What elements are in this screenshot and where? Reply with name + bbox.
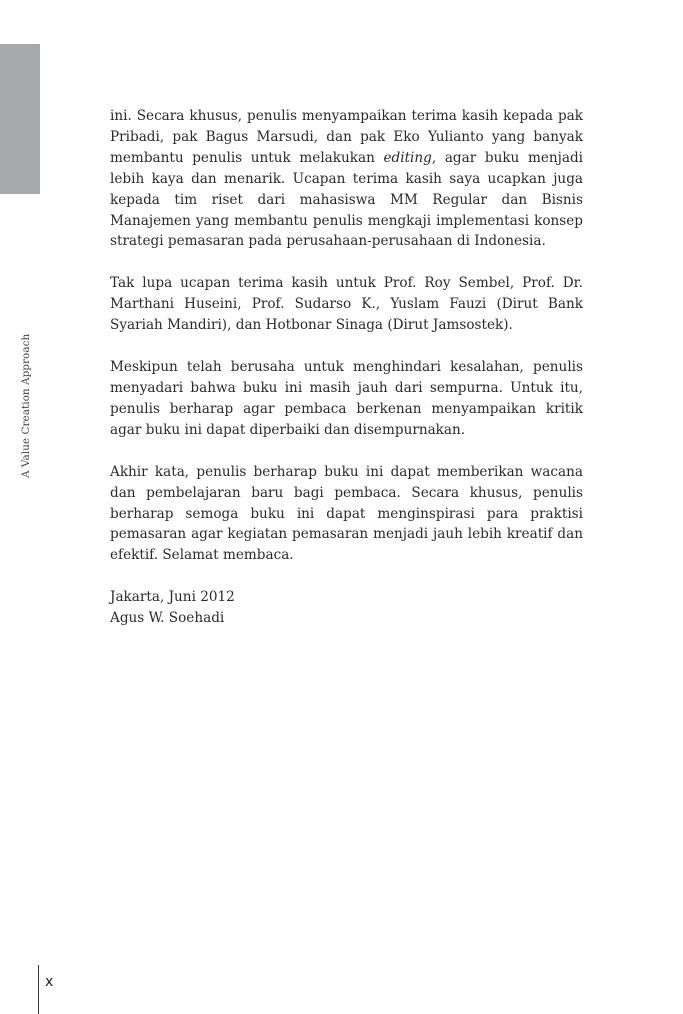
paragraph-3: Meskipun telah berusaha untuk menghindari kesalahan, penulis menyadari bahwa buku ini masih jauh dari sempurna. Untuk itu, penulis berharap agar pembaca berkenan menyampaikan kritik agar buku ini dapat diperbaiki dan disempurnakan. xyxy=(110,359,583,438)
signoff xyxy=(110,587,583,628)
page-body xyxy=(110,106,583,628)
paragraph-1 xyxy=(110,106,583,252)
signoff-place-date: Jakarta, Juni 2012 xyxy=(110,589,235,606)
paragraph-2: Tak lupa ucapan terima kasih untuk Prof. Roy Sembel, Prof. Dr. Marthani Huseini, Prof. Sudarso K., Yuslam Fauzi (Dirut Bank Syariah Mandiri), dan Hotbonar Sinaga (Dirut Jamsostek). xyxy=(110,275,583,334)
paragraph-4: Akhir kata, penulis berharap buku ini dapat memberikan wacana dan pembelajaran baru bagi pembaca. Secara khusus, penulis berharap semoga buku ini dapat menginspirasi para praktisi pemasaran agar kegiatan pemasaran menjadi jauh lebih kreatif dan efektif. Selamat membaca. xyxy=(110,463,583,564)
paragraph-1-emphasis: editing xyxy=(383,149,432,166)
paragraph-1-text-b: , agar buku menjadi lebih kaya dan menarik. Ucapan terima kasih saya ucapkan juga kepada tim riset dari mahasiswa MM Regular dan Bisnis Manajemen yang membantu penulis mengkaji implementasi konsep strategi pemasaran pada perusahaan-perusahaan di Indonesia. xyxy=(110,149,584,250)
running-title: A Value Creation Approach xyxy=(20,333,32,478)
side-tab-marker xyxy=(0,44,40,194)
paragraph-1-text-a: ini. Secara khusus, penulis menyampaikan terima kasih kepada pak Pribadi, pak Bagus Marsudi, dan pak Eko Yulianto yang banyak membantu penulis untuk melakukan xyxy=(110,108,583,166)
signoff-author: Agus W. Soehadi xyxy=(110,609,225,626)
running-title-container xyxy=(20,330,36,490)
page-number: x xyxy=(45,974,54,990)
footer-rule xyxy=(38,965,39,1014)
